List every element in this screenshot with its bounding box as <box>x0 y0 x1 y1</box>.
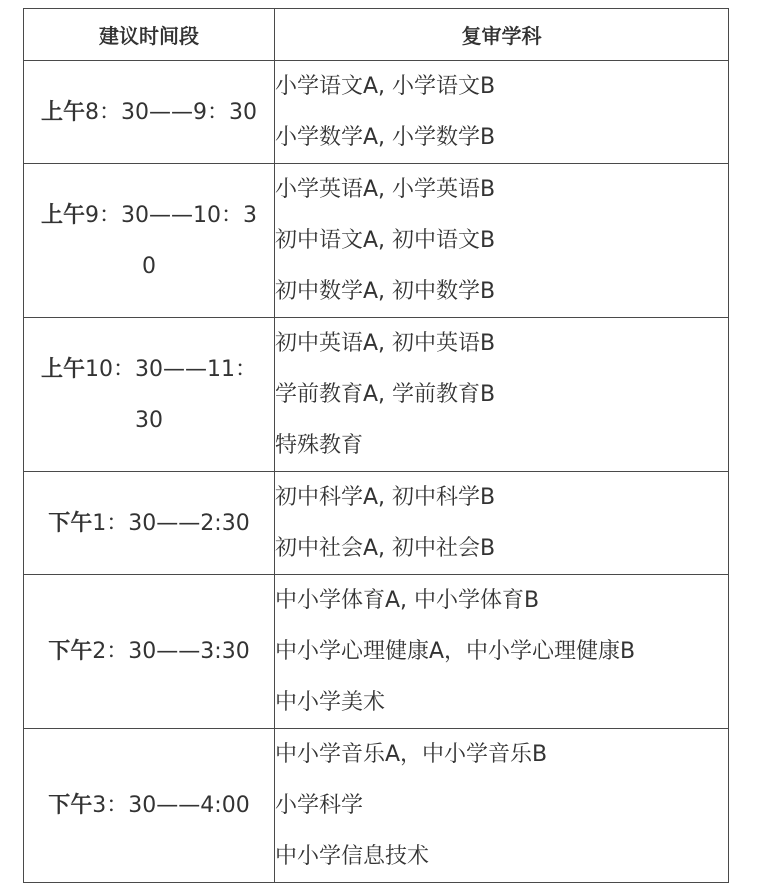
subject-line: 中小学体育A, 中小学体育B <box>275 588 540 613</box>
time-range: 2：30——3:30 <box>92 639 250 664</box>
table-row <box>24 318 729 472</box>
subject-line: 初中英语A, 初中英语B <box>275 331 496 356</box>
subject-line: 小学数学A, 小学数学B <box>275 125 496 150</box>
subject-line: 小学科学 <box>275 793 364 818</box>
subjects-cell <box>275 164 729 318</box>
time-range: 1：30——2:30 <box>92 510 250 536</box>
subjects-cell <box>275 575 729 729</box>
time-cell <box>24 164 275 318</box>
table-row <box>24 472 729 575</box>
header-subjects: 复审学科 <box>275 9 729 61</box>
subject-line: 小学语文A, 小学语文B <box>275 74 496 99</box>
time-range: 3：30——4:00 <box>92 793 250 818</box>
time-range: 10：30——11：30 <box>85 356 257 433</box>
period-label: 上午 <box>41 202 86 228</box>
table-row <box>24 61 729 164</box>
subjects-cell <box>275 318 729 472</box>
time-cell <box>24 575 275 729</box>
subject-line: 中小学音乐A，中小学音乐B <box>275 742 548 767</box>
time-range: 8：30——9：30 <box>85 99 257 125</box>
time-cell <box>24 318 275 472</box>
time-cell <box>24 729 275 883</box>
subject-line: 初中语文A, 初中语文B <box>275 228 496 253</box>
time-range: 9：30——10：30 <box>85 202 257 279</box>
period-label: 上午 <box>41 356 86 382</box>
subject-line: 学前教育A, 学前教育B <box>275 382 496 407</box>
subjects-cell <box>275 472 729 575</box>
period-label: 上午 <box>41 99 86 125</box>
subject-line: 中小学信息技术 <box>275 844 430 869</box>
subject-line: 中小学美术 <box>275 690 386 715</box>
period-label: 下午 <box>48 510 93 536</box>
header-row <box>24 9 729 61</box>
table-row <box>24 164 729 318</box>
header-time: 建议时间段 <box>24 9 275 61</box>
table-body <box>24 61 729 883</box>
table-row <box>24 729 729 883</box>
subject-line: 特殊教育 <box>275 433 364 458</box>
subjects-cell <box>275 61 729 164</box>
period-label: 下午 <box>48 793 93 818</box>
subject-line: 中小学心理健康A，中小学心理健康B <box>275 639 636 664</box>
schedule-table <box>23 8 729 883</box>
subjects-cell <box>275 729 729 883</box>
subject-line: 小学英语A, 小学英语B <box>275 177 496 202</box>
subject-line: 初中社会A, 初中社会B <box>275 536 496 561</box>
time-cell <box>24 472 275 575</box>
table-row <box>24 575 729 729</box>
table-header <box>24 9 729 61</box>
period-label: 下午 <box>48 639 93 664</box>
subject-line: 初中数学A, 初中数学B <box>275 279 496 304</box>
time-cell <box>24 61 275 164</box>
subject-line: 初中科学A, 初中科学B <box>275 485 496 510</box>
